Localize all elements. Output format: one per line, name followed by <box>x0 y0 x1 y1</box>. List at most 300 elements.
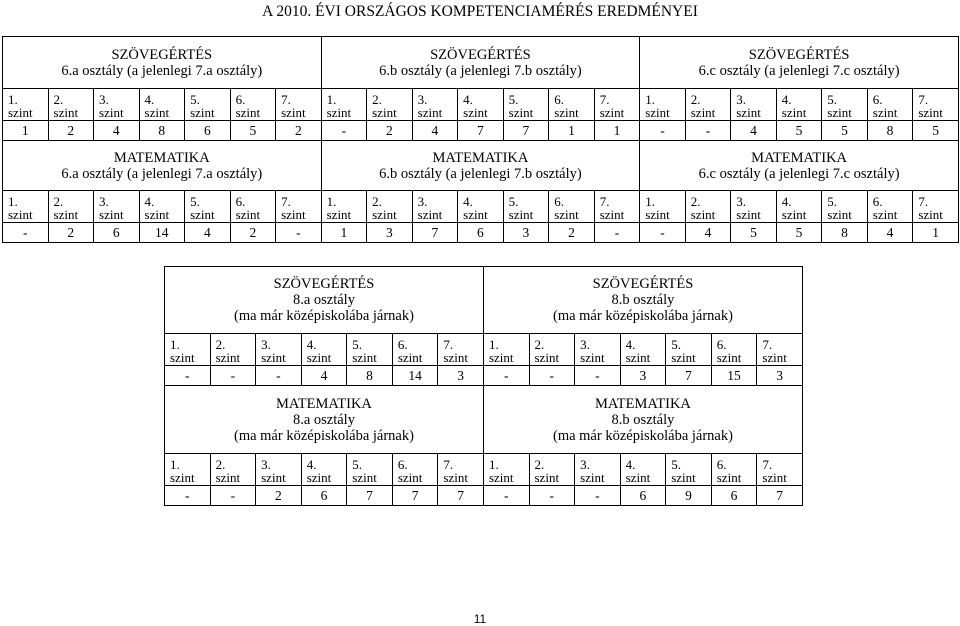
level-word: szint <box>235 105 261 120</box>
level-number: 4. <box>463 194 473 209</box>
header-line: MATEMATIKA <box>595 395 691 412</box>
level-number: 5. <box>190 194 200 209</box>
level-word: szint <box>580 470 605 485</box>
results-table-grade8 <box>164 266 803 506</box>
level-number: 2. <box>534 457 545 472</box>
level-word: szint <box>144 105 170 120</box>
level-label <box>165 334 211 366</box>
level-label <box>48 89 94 121</box>
level-number: 1. <box>8 194 18 209</box>
level-number: 7. <box>281 92 291 107</box>
header-line: SZÖVEGÉRTÉS <box>748 46 850 63</box>
header-line: 8.b osztály <box>611 411 675 428</box>
level-word: szint <box>397 470 423 485</box>
level-word: szint <box>918 105 943 120</box>
level-number: 1. <box>645 194 655 209</box>
level-word: szint <box>99 207 124 222</box>
level-word: szint <box>671 470 696 485</box>
level-count: 5 <box>776 121 822 141</box>
level-label <box>549 191 595 223</box>
level-count: 7 <box>503 121 549 141</box>
level-word: szint <box>736 207 761 222</box>
level-label <box>412 191 458 223</box>
level-label <box>913 191 959 223</box>
level-word: szint <box>716 350 742 365</box>
level-number: 6. <box>235 92 246 107</box>
header-line: 6.b osztály (a jelenlegi 7.b osztály) <box>379 165 582 182</box>
level-label <box>48 191 94 223</box>
level-word: szint <box>8 207 33 222</box>
level-word: szint <box>918 207 943 222</box>
level-number: 7. <box>281 194 291 209</box>
level-label <box>230 89 276 121</box>
level-word: szint <box>580 350 605 365</box>
level-count: 3 <box>757 366 803 386</box>
level-count: 6 <box>458 223 504 243</box>
level-count: - <box>594 223 640 243</box>
level-count: - <box>210 366 256 386</box>
level-word: szint <box>53 207 79 222</box>
level-number: 2. <box>372 194 382 209</box>
level-count: 7 <box>412 223 458 243</box>
level-count: 1 <box>321 223 367 243</box>
level-count: - <box>640 121 686 141</box>
level-number: 1. <box>488 337 499 352</box>
level-label <box>347 454 393 486</box>
header-line: 6.a osztály (a jelenlegi 7.a osztály) <box>61 165 263 182</box>
level-label <box>640 191 686 223</box>
level-count: 5 <box>913 121 959 141</box>
level-label <box>685 191 731 223</box>
level-number: 6. <box>872 92 883 107</box>
level-number: 3. <box>261 457 271 472</box>
level-number: 7. <box>443 337 454 352</box>
level-word: szint <box>215 470 241 485</box>
level-label <box>210 454 256 486</box>
level-word: szint <box>827 105 852 120</box>
level-number: 4. <box>781 194 792 209</box>
header-line: 6.c osztály (a jelenlegi 7.c osztály) <box>698 165 900 182</box>
level-number: 6. <box>397 337 408 352</box>
level-word: szint <box>625 350 651 365</box>
level-label <box>867 89 913 121</box>
level-label <box>230 191 276 223</box>
level-word: szint <box>443 350 468 365</box>
level-label <box>165 454 211 486</box>
level-number: 2. <box>215 457 226 472</box>
header-line: SZÖVEGÉRTÉS <box>430 46 531 63</box>
level-count: 5 <box>822 121 868 141</box>
level-label <box>256 454 302 486</box>
level-count: 7 <box>347 486 393 506</box>
level-label <box>367 191 413 223</box>
level-word: szint <box>716 470 742 485</box>
level-label <box>3 191 49 223</box>
level-word: szint <box>215 350 241 365</box>
level-number: 4. <box>306 337 317 352</box>
level-number: 7. <box>599 92 610 107</box>
level-label <box>210 334 256 366</box>
level-word: szint <box>261 470 286 485</box>
level-label <box>458 89 504 121</box>
level-label <box>711 454 757 486</box>
level-word: szint <box>599 105 625 120</box>
level-number: 2. <box>690 92 701 107</box>
level-label <box>276 191 322 223</box>
level-label <box>640 89 686 121</box>
level-label <box>321 191 367 223</box>
block-header <box>321 37 640 89</box>
level-word: szint <box>599 207 625 222</box>
level-count: 8 <box>867 121 913 141</box>
header-line: 6.a osztály (a jelenlegi 7.a osztály) <box>61 62 263 79</box>
level-count: 2 <box>48 223 94 243</box>
level-number: 6. <box>397 457 408 472</box>
level-label <box>139 89 185 121</box>
level-number: 5. <box>508 194 519 209</box>
level-word: szint <box>554 105 579 120</box>
level-label <box>392 454 438 486</box>
level-count: 7 <box>666 366 712 386</box>
level-word: szint <box>645 105 670 120</box>
level-word: szint <box>781 207 807 222</box>
level-word: szint <box>417 207 443 222</box>
level-word: szint <box>625 470 651 485</box>
level-word: szint <box>352 470 377 485</box>
level-word: szint <box>261 350 286 365</box>
level-count: 7 <box>438 486 484 506</box>
level-label <box>529 334 575 366</box>
level-count: - <box>321 121 367 141</box>
level-number: 6. <box>235 194 246 209</box>
level-count: 7 <box>757 486 803 506</box>
level-number: 3. <box>580 337 590 352</box>
level-number: 5. <box>352 337 362 352</box>
level-word: szint <box>306 350 332 365</box>
results-table-grade6 <box>2 36 959 243</box>
level-label <box>666 454 712 486</box>
level-word: szint <box>8 105 33 120</box>
block-header <box>483 386 802 454</box>
level-count: - <box>575 366 621 386</box>
level-label <box>392 334 438 366</box>
level-number: 1. <box>170 457 180 472</box>
level-count: 1 <box>594 121 640 141</box>
level-word: szint <box>99 105 124 120</box>
level-number: 1. <box>326 92 337 107</box>
level-label <box>594 191 640 223</box>
level-count: 4 <box>301 366 347 386</box>
level-count: - <box>256 366 302 386</box>
level-number: 7. <box>762 457 773 472</box>
level-label <box>757 454 803 486</box>
level-word: szint <box>417 105 443 120</box>
level-word: szint <box>690 207 716 222</box>
level-number: 1. <box>326 194 337 209</box>
level-count: - <box>529 486 575 506</box>
level-count: 3 <box>367 223 413 243</box>
level-count: 5 <box>230 121 276 141</box>
level-number: 6. <box>554 194 564 209</box>
header-line: 8.b osztály <box>611 292 675 308</box>
level-number: 3. <box>417 92 428 107</box>
level-number: 7. <box>762 337 773 352</box>
level-number: 1. <box>170 337 180 352</box>
level-number: 2. <box>53 92 64 107</box>
level-label <box>412 89 458 121</box>
header-line: SZÖVEGÉRTÉS <box>111 46 213 63</box>
level-label <box>913 89 959 121</box>
block-header <box>165 386 484 454</box>
block-header <box>3 141 322 191</box>
level-count: 15 <box>711 366 757 386</box>
block-header <box>640 141 959 191</box>
level-label <box>731 191 777 223</box>
level-number: 1. <box>8 92 18 107</box>
level-number: 3. <box>736 92 746 107</box>
level-number: 3. <box>736 194 746 209</box>
level-label <box>256 334 302 366</box>
level-label <box>321 89 367 121</box>
level-count: 8 <box>139 121 185 141</box>
level-number: 5. <box>671 457 681 472</box>
level-word: szint <box>645 207 670 222</box>
level-label <box>776 191 822 223</box>
level-label <box>483 334 529 366</box>
level-count: - <box>640 223 686 243</box>
level-count: 1 <box>913 223 959 243</box>
level-label <box>867 191 913 223</box>
level-count: 3 <box>503 223 549 243</box>
level-label <box>483 454 529 486</box>
level-word: szint <box>170 350 195 365</box>
level-number: 2. <box>534 337 545 352</box>
level-number: 5. <box>352 457 362 472</box>
level-label <box>301 334 347 366</box>
level-count: 4 <box>94 121 140 141</box>
level-word: szint <box>170 470 195 485</box>
level-word: szint <box>827 207 852 222</box>
level-number: 5. <box>827 194 838 209</box>
level-count: - <box>483 366 529 386</box>
level-count: 2 <box>276 121 322 141</box>
level-count: 3 <box>620 366 666 386</box>
header-line: (ma már középiskolába járnak) <box>233 308 414 324</box>
level-label <box>757 334 803 366</box>
level-count: - <box>165 486 211 506</box>
header-line: MATEMATIKA <box>432 149 529 166</box>
page-title: A 2010. ÉVI ORSZÁGOS KOMPETENCIAMÉRÉS EREDMÉNYEI <box>262 3 698 20</box>
level-count: 3 <box>438 366 484 386</box>
level-number: 7. <box>918 194 929 209</box>
level-label <box>347 334 393 366</box>
level-number: 4. <box>144 194 155 209</box>
level-label <box>94 89 140 121</box>
level-number: 4. <box>306 457 317 472</box>
level-word: szint <box>872 207 898 222</box>
level-count: 7 <box>458 121 504 141</box>
level-label <box>594 89 640 121</box>
level-count: 6 <box>620 486 666 506</box>
header-line: 8.a osztály <box>292 411 355 428</box>
level-word: szint <box>372 105 397 120</box>
level-count: 8 <box>822 223 868 243</box>
level-number: 3. <box>261 337 271 352</box>
level-number: 7. <box>443 457 454 472</box>
level-number: 2. <box>372 92 382 107</box>
header-line: 6.b osztály (a jelenlegi 7.b osztály) <box>379 62 582 79</box>
level-number: 5. <box>508 92 519 107</box>
header-line: SZÖVEGÉRTÉS <box>592 276 694 292</box>
header-line: (ma már középiskolába járnak) <box>552 427 733 444</box>
level-label <box>438 334 484 366</box>
level-label <box>3 89 49 121</box>
level-word: szint <box>781 105 807 120</box>
level-word: szint <box>762 470 787 485</box>
level-word: szint <box>554 207 579 222</box>
level-number: 6. <box>554 92 564 107</box>
level-number: 5. <box>827 92 838 107</box>
block-header <box>165 267 484 334</box>
level-count: 2 <box>48 121 94 141</box>
level-count: 5 <box>731 223 777 243</box>
level-count: 1 <box>3 121 49 141</box>
level-label <box>139 191 185 223</box>
level-word: szint <box>326 105 352 120</box>
level-label <box>529 454 575 486</box>
level-word: szint <box>372 207 397 222</box>
level-count: 2 <box>549 223 595 243</box>
level-word: szint <box>235 207 261 222</box>
level-number: 3. <box>99 194 109 209</box>
block-header <box>321 141 640 191</box>
level-number: 3. <box>99 92 109 107</box>
level-word: szint <box>690 105 716 120</box>
level-label <box>575 454 621 486</box>
level-count: 14 <box>139 223 185 243</box>
level-word: szint <box>508 207 534 222</box>
level-count: 14 <box>392 366 438 386</box>
level-label <box>711 334 757 366</box>
level-label <box>438 454 484 486</box>
level-label <box>776 89 822 121</box>
header-line: MATEMATIKA <box>751 149 848 166</box>
level-word: szint <box>508 105 534 120</box>
level-number: 3. <box>580 457 590 472</box>
level-count: - <box>529 366 575 386</box>
level-label <box>620 334 666 366</box>
level-number: 6. <box>872 194 883 209</box>
level-label <box>276 89 322 121</box>
level-number: 6. <box>716 337 727 352</box>
level-number: 5. <box>190 92 200 107</box>
level-count: - <box>210 486 256 506</box>
level-number: 6. <box>716 457 727 472</box>
level-word: szint <box>534 470 560 485</box>
level-label <box>685 89 731 121</box>
level-word: szint <box>671 350 696 365</box>
level-label <box>575 334 621 366</box>
level-number: 7. <box>918 92 929 107</box>
level-word: szint <box>443 470 468 485</box>
level-word: szint <box>281 207 306 222</box>
level-label <box>301 454 347 486</box>
header-line: (ma már középiskolába járnak) <box>233 427 414 444</box>
level-count: 5 <box>776 223 822 243</box>
level-word: szint <box>463 105 488 120</box>
level-word: szint <box>352 350 377 365</box>
level-number: 2. <box>53 194 64 209</box>
level-count: 4 <box>867 223 913 243</box>
level-word: szint <box>53 105 79 120</box>
level-count: 6 <box>94 223 140 243</box>
header-line: 6.c osztály (a jelenlegi 7.c osztály) <box>698 62 900 79</box>
level-count: - <box>276 223 322 243</box>
level-count: 6 <box>185 121 231 141</box>
level-word: szint <box>397 350 423 365</box>
level-count: 4 <box>412 121 458 141</box>
level-number: 4. <box>781 92 792 107</box>
level-number: 5. <box>671 337 681 352</box>
level-count: 4 <box>731 121 777 141</box>
level-count: - <box>483 486 529 506</box>
level-count: - <box>685 121 731 141</box>
level-label <box>367 89 413 121</box>
level-word: szint <box>326 207 352 222</box>
level-count: 4 <box>185 223 231 243</box>
level-label <box>458 191 504 223</box>
header-line: MATEMATIKA <box>113 149 210 166</box>
level-word: szint <box>534 350 560 365</box>
level-count: 8 <box>347 366 393 386</box>
level-word: szint <box>488 470 514 485</box>
level-count: - <box>165 366 211 386</box>
level-label <box>185 191 231 223</box>
level-number: 2. <box>215 337 226 352</box>
level-number: 1. <box>645 92 655 107</box>
level-number: 4. <box>463 92 473 107</box>
level-label <box>94 191 140 223</box>
level-count: - <box>575 486 621 506</box>
level-word: szint <box>762 350 787 365</box>
header-line: 8.a osztály <box>292 292 355 308</box>
level-number: 7. <box>599 194 610 209</box>
level-count: 2 <box>256 486 302 506</box>
level-label <box>620 454 666 486</box>
level-word: szint <box>872 105 898 120</box>
level-word: szint <box>306 470 332 485</box>
header-line: SZÖVEGÉRTÉS <box>273 276 375 292</box>
block-header <box>640 37 959 89</box>
level-label <box>731 89 777 121</box>
level-word: szint <box>144 207 170 222</box>
level-word: szint <box>736 105 761 120</box>
header-line: (ma már középiskolába járnak) <box>552 308 733 324</box>
level-count: 7 <box>392 486 438 506</box>
level-label <box>503 89 549 121</box>
level-number: 1. <box>488 457 499 472</box>
level-count: 1 <box>549 121 595 141</box>
level-label <box>822 89 868 121</box>
level-count: 9 <box>666 486 712 506</box>
level-number: 4. <box>625 337 636 352</box>
header-line: MATEMATIKA <box>276 395 372 412</box>
block-header <box>483 267 802 334</box>
level-word: szint <box>463 207 488 222</box>
block-header <box>3 37 322 89</box>
level-count: 6 <box>301 486 347 506</box>
level-label <box>666 334 712 366</box>
